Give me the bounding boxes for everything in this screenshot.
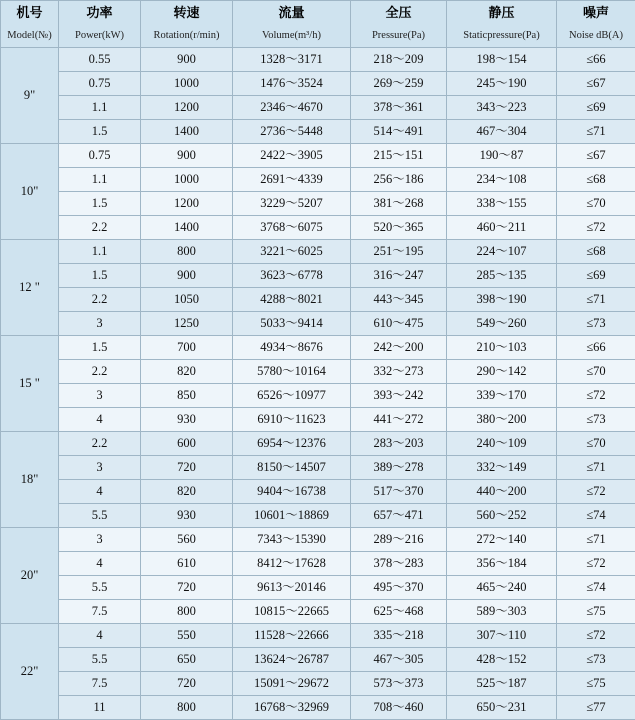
cell-power: 1.5 xyxy=(59,264,141,288)
cell-static-pressure: 549～260 xyxy=(447,312,557,336)
cell-noise: ≤71 xyxy=(557,456,635,480)
table-row xyxy=(1,480,635,504)
column-header-power: 功率 Power(kW) xyxy=(59,1,141,48)
table-row xyxy=(1,504,635,528)
cell-pressure: 389～278 xyxy=(351,456,447,480)
model-cell: 20" xyxy=(1,528,59,624)
cell-static-pressure: 190～87 xyxy=(447,144,557,168)
cell-volume: 2346～4670 xyxy=(233,96,351,120)
cell-static-pressure: 560～252 xyxy=(447,504,557,528)
cell-rotation: 1250 xyxy=(141,312,233,336)
cell-volume: 7343～15390 xyxy=(233,528,351,552)
cell-rotation: 900 xyxy=(141,144,233,168)
cell-volume: 2736～5448 xyxy=(233,120,351,144)
cell-static-pressure: 465～240 xyxy=(447,576,557,600)
table-row xyxy=(1,192,635,216)
table-row xyxy=(1,672,635,696)
table-row xyxy=(1,408,635,432)
table-body xyxy=(1,48,635,720)
cell-pressure: 625～468 xyxy=(351,600,447,624)
cell-rotation: 720 xyxy=(141,672,233,696)
cell-pressure: 441～272 xyxy=(351,408,447,432)
cell-static-pressure: 285～135 xyxy=(447,264,557,288)
cell-rotation: 1400 xyxy=(141,120,233,144)
cell-volume: 11528～22666 xyxy=(233,624,351,648)
cell-power: 11 xyxy=(59,696,141,720)
model-cell: 18" xyxy=(1,432,59,528)
cell-rotation: 1000 xyxy=(141,168,233,192)
cell-static-pressure: 198～154 xyxy=(447,48,557,72)
cell-volume: 16768～32969 xyxy=(233,696,351,720)
table-row xyxy=(1,528,635,552)
cell-noise: ≤74 xyxy=(557,504,635,528)
table-row xyxy=(1,168,635,192)
cell-noise: ≤69 xyxy=(557,96,635,120)
cell-noise: ≤72 xyxy=(557,216,635,240)
cell-power: 1.5 xyxy=(59,120,141,144)
cell-noise: ≤72 xyxy=(557,624,635,648)
cell-volume: 10815～22665 xyxy=(233,600,351,624)
cell-pressure: 495～370 xyxy=(351,576,447,600)
cell-volume: 6526～10977 xyxy=(233,384,351,408)
cell-rotation: 550 xyxy=(141,624,233,648)
cell-pressure: 242～200 xyxy=(351,336,447,360)
cell-noise: ≤71 xyxy=(557,120,635,144)
cell-volume: 5033～9414 xyxy=(233,312,351,336)
cell-power: 4 xyxy=(59,480,141,504)
cell-power: 1.5 xyxy=(59,336,141,360)
cell-pressure: 378～283 xyxy=(351,552,447,576)
cell-noise: ≤71 xyxy=(557,528,635,552)
cell-static-pressure: 650～231 xyxy=(447,696,557,720)
cell-noise: ≤68 xyxy=(557,168,635,192)
table-row xyxy=(1,648,635,672)
cell-noise: ≤71 xyxy=(557,288,635,312)
cell-power: 1.1 xyxy=(59,168,141,192)
cell-rotation: 900 xyxy=(141,48,233,72)
cell-pressure: 610～475 xyxy=(351,312,447,336)
cell-volume: 13624～26787 xyxy=(233,648,351,672)
table-row xyxy=(1,384,635,408)
model-cell: 9" xyxy=(1,48,59,144)
cell-power: 4 xyxy=(59,624,141,648)
cell-static-pressure: 332～149 xyxy=(447,456,557,480)
cell-noise: ≤70 xyxy=(557,360,635,384)
cell-power: 2.2 xyxy=(59,216,141,240)
cell-power: 5.5 xyxy=(59,648,141,672)
cell-volume: 9613～20146 xyxy=(233,576,351,600)
cell-pressure: 269～259 xyxy=(351,72,447,96)
cell-noise: ≤69 xyxy=(557,264,635,288)
cell-volume: 8412～17628 xyxy=(233,552,351,576)
table-row xyxy=(1,312,635,336)
table-row xyxy=(1,240,635,264)
cell-volume: 3623～6778 xyxy=(233,264,351,288)
cell-pressure: 381～268 xyxy=(351,192,447,216)
table-header xyxy=(1,1,635,48)
cell-pressure: 332～273 xyxy=(351,360,447,384)
cell-volume: 2691～4339 xyxy=(233,168,351,192)
table-row xyxy=(1,144,635,168)
table-row xyxy=(1,600,635,624)
cell-noise: ≤66 xyxy=(557,48,635,72)
cell-static-pressure: 525～187 xyxy=(447,672,557,696)
cell-pressure: 520～365 xyxy=(351,216,447,240)
cell-static-pressure: 240～109 xyxy=(447,432,557,456)
cell-rotation: 1400 xyxy=(141,216,233,240)
cell-pressure: 573～373 xyxy=(351,672,447,696)
cell-static-pressure: 307～110 xyxy=(447,624,557,648)
table-row xyxy=(1,336,635,360)
cell-power: 7.5 xyxy=(59,672,141,696)
cell-power: 0.75 xyxy=(59,72,141,96)
cell-noise: ≤72 xyxy=(557,384,635,408)
cell-power: 1.5 xyxy=(59,192,141,216)
cell-static-pressure: 210～103 xyxy=(447,336,557,360)
cell-volume: 6954～12376 xyxy=(233,432,351,456)
cell-power: 7.5 xyxy=(59,600,141,624)
cell-noise: ≤75 xyxy=(557,672,635,696)
cell-static-pressure: 589～303 xyxy=(447,600,557,624)
cell-volume: 9404～16738 xyxy=(233,480,351,504)
cell-rotation: 1200 xyxy=(141,96,233,120)
table-row xyxy=(1,696,635,720)
cell-power: 5.5 xyxy=(59,504,141,528)
table-row xyxy=(1,264,635,288)
cell-volume: 3221～6025 xyxy=(233,240,351,264)
cell-pressure: 218～209 xyxy=(351,48,447,72)
cell-pressure: 256～186 xyxy=(351,168,447,192)
cell-pressure: 514～491 xyxy=(351,120,447,144)
cell-noise: ≤73 xyxy=(557,648,635,672)
cell-volume: 15091～29672 xyxy=(233,672,351,696)
model-cell: 12 " xyxy=(1,240,59,336)
cell-noise: ≤72 xyxy=(557,552,635,576)
cell-static-pressure: 343～223 xyxy=(447,96,557,120)
table-row xyxy=(1,552,635,576)
cell-power: 1.1 xyxy=(59,96,141,120)
cell-rotation: 850 xyxy=(141,384,233,408)
cell-noise: ≤66 xyxy=(557,336,635,360)
cell-noise: ≤70 xyxy=(557,192,635,216)
cell-static-pressure: 380～200 xyxy=(447,408,557,432)
cell-pressure: 316～247 xyxy=(351,264,447,288)
column-header-model: 机号 Model(№) xyxy=(1,1,59,48)
cell-static-pressure: 428～152 xyxy=(447,648,557,672)
cell-rotation: 820 xyxy=(141,480,233,504)
table-row xyxy=(1,48,635,72)
cell-pressure: 378～361 xyxy=(351,96,447,120)
cell-static-pressure: 290～142 xyxy=(447,360,557,384)
column-header-static-pressure: 静压 Staticpressure(Pa) xyxy=(447,1,557,48)
cell-rotation: 800 xyxy=(141,600,233,624)
cell-power: 2.2 xyxy=(59,360,141,384)
cell-power: 3 xyxy=(59,528,141,552)
cell-volume: 8150～14507 xyxy=(233,456,351,480)
cell-power: 0.55 xyxy=(59,48,141,72)
cell-noise: ≤77 xyxy=(557,696,635,720)
cell-power: 4 xyxy=(59,552,141,576)
cell-power: 3 xyxy=(59,312,141,336)
cell-pressure: 443～345 xyxy=(351,288,447,312)
table-row xyxy=(1,72,635,96)
cell-rotation: 930 xyxy=(141,504,233,528)
cell-pressure: 289～216 xyxy=(351,528,447,552)
cell-noise: ≤73 xyxy=(557,312,635,336)
cell-pressure: 215～151 xyxy=(351,144,447,168)
cell-volume: 10601～18869 xyxy=(233,504,351,528)
cell-static-pressure: 460～211 xyxy=(447,216,557,240)
table-row xyxy=(1,360,635,384)
cell-noise: ≤68 xyxy=(557,240,635,264)
cell-volume: 5780～10164 xyxy=(233,360,351,384)
cell-noise: ≤74 xyxy=(557,576,635,600)
cell-volume: 1476～3524 xyxy=(233,72,351,96)
cell-noise: ≤67 xyxy=(557,72,635,96)
cell-static-pressure: 245～190 xyxy=(447,72,557,96)
cell-static-pressure: 224～107 xyxy=(447,240,557,264)
cell-power: 1.1 xyxy=(59,240,141,264)
cell-power: 3 xyxy=(59,384,141,408)
cell-rotation: 800 xyxy=(141,696,233,720)
cell-static-pressure: 339～170 xyxy=(447,384,557,408)
cell-volume: 6910～11623 xyxy=(233,408,351,432)
cell-power: 2.2 xyxy=(59,288,141,312)
table-row xyxy=(1,120,635,144)
cell-noise: ≤70 xyxy=(557,432,635,456)
cell-power: 0.75 xyxy=(59,144,141,168)
cell-volume: 4934～8676 xyxy=(233,336,351,360)
cell-rotation: 600 xyxy=(141,432,233,456)
cell-static-pressure: 398～190 xyxy=(447,288,557,312)
column-header-pressure: 全压 Pressure(Pa) xyxy=(351,1,447,48)
cell-rotation: 900 xyxy=(141,264,233,288)
cell-power: 3 xyxy=(59,456,141,480)
table-row xyxy=(1,456,635,480)
cell-power: 4 xyxy=(59,408,141,432)
cell-volume: 3229～5207 xyxy=(233,192,351,216)
cell-rotation: 720 xyxy=(141,576,233,600)
cell-volume: 2422～3905 xyxy=(233,144,351,168)
cell-noise: ≤67 xyxy=(557,144,635,168)
model-cell: 15 " xyxy=(1,336,59,432)
cell-rotation: 930 xyxy=(141,408,233,432)
cell-pressure: 251～195 xyxy=(351,240,447,264)
column-header-rotation: 转速 Rotation(r/min) xyxy=(141,1,233,48)
cell-static-pressure: 272～140 xyxy=(447,528,557,552)
cell-rotation: 1050 xyxy=(141,288,233,312)
column-header-volume: 流量 Volume(m³/h) xyxy=(233,1,351,48)
cell-pressure: 708～460 xyxy=(351,696,447,720)
cell-pressure: 517～370 xyxy=(351,480,447,504)
cell-rotation: 720 xyxy=(141,456,233,480)
cell-noise: ≤73 xyxy=(557,408,635,432)
cell-volume: 1328～3171 xyxy=(233,48,351,72)
model-cell: 22" xyxy=(1,624,59,720)
cell-pressure: 467～305 xyxy=(351,648,447,672)
cell-rotation: 700 xyxy=(141,336,233,360)
cell-power: 5.5 xyxy=(59,576,141,600)
cell-pressure: 657～471 xyxy=(351,504,447,528)
cell-static-pressure: 356～184 xyxy=(447,552,557,576)
cell-rotation: 820 xyxy=(141,360,233,384)
cell-pressure: 393～242 xyxy=(351,384,447,408)
table-row xyxy=(1,576,635,600)
cell-volume: 3768～6075 xyxy=(233,216,351,240)
cell-noise: ≤72 xyxy=(557,480,635,504)
table-row xyxy=(1,288,635,312)
cell-static-pressure: 338～155 xyxy=(447,192,557,216)
table-row xyxy=(1,216,635,240)
cell-rotation: 1200 xyxy=(141,192,233,216)
cell-pressure: 335～218 xyxy=(351,624,447,648)
cell-rotation: 610 xyxy=(141,552,233,576)
cell-static-pressure: 234～108 xyxy=(447,168,557,192)
model-cell: 10" xyxy=(1,144,59,240)
table-row xyxy=(1,432,635,456)
cell-rotation: 650 xyxy=(141,648,233,672)
cell-static-pressure: 467～304 xyxy=(447,120,557,144)
cell-rotation: 560 xyxy=(141,528,233,552)
table-row xyxy=(1,96,635,120)
cell-static-pressure: 440～200 xyxy=(447,480,557,504)
cell-volume: 4288～8021 xyxy=(233,288,351,312)
cell-pressure: 283～203 xyxy=(351,432,447,456)
column-header-noise: 噪声 Noise dB(A) xyxy=(557,1,635,48)
cell-rotation: 800 xyxy=(141,240,233,264)
cell-power: 2.2 xyxy=(59,432,141,456)
cell-rotation: 1000 xyxy=(141,72,233,96)
header-row xyxy=(1,1,635,48)
cell-noise: ≤75 xyxy=(557,600,635,624)
